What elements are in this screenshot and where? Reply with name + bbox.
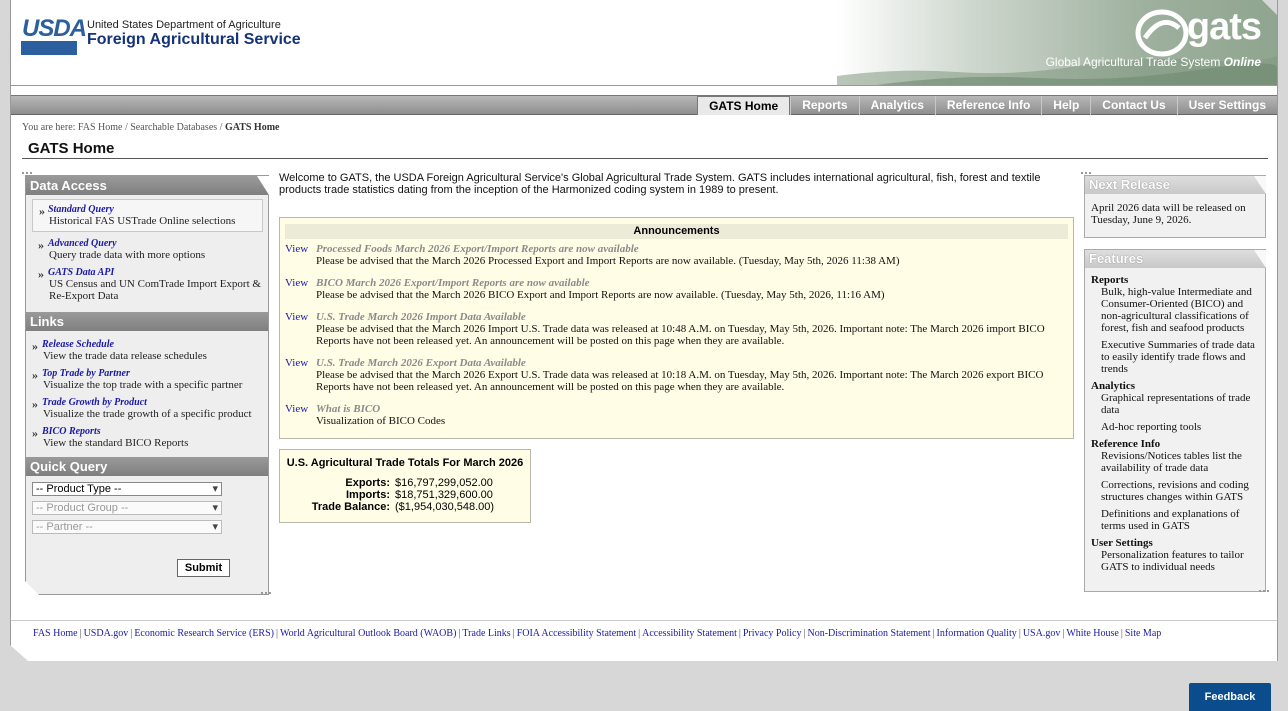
view-link[interactable]: View	[285, 311, 309, 323]
announcement-item	[285, 357, 1068, 393]
submit-button[interactable]: Submit	[177, 559, 230, 577]
announcement-title: Processed Foods March 2026 Export/Import Reports are now available	[316, 243, 639, 255]
feature-item: Definitions and explanations of terms used in GATS	[1101, 508, 1240, 532]
footer-link-privacy[interactable]: Privacy Policy	[742, 628, 802, 639]
footer-link-waob[interactable]: World Agricultural Outlook Board (WAOB)	[280, 628, 457, 639]
footer-links	[33, 628, 1263, 639]
feature-item: Corrections, revisions and coding structures changes within GATS	[1101, 479, 1249, 503]
list-item	[32, 426, 263, 449]
footer-separator: |	[130, 628, 133, 639]
announcement-title: What is BICO	[316, 403, 381, 415]
features-list	[1085, 268, 1265, 582]
footer-link-non-discrimination[interactable]: Non-Discrimination Statement	[807, 628, 931, 639]
gats-data-api-link[interactable]: GATS Data API	[48, 267, 115, 278]
view-link[interactable]: View	[285, 243, 309, 255]
gats-swirl-icon	[1135, 8, 1189, 58]
announcement-item	[285, 311, 1068, 347]
announcement-body: Please be advised that the March 2026 BICO Export and Import Reports are now available. (Tuesday, May 5th, 2026, 11:16 AM)	[316, 289, 885, 301]
imports-label: Imports:	[346, 489, 390, 501]
left-sidebar	[25, 175, 269, 595]
announcement-item	[285, 243, 1068, 267]
bullet-icon: »	[39, 204, 45, 218]
links-heading: Links	[26, 312, 268, 331]
trade-totals-panel	[279, 449, 531, 523]
footer-separator: |	[638, 628, 641, 639]
quick-query-form	[26, 476, 268, 534]
usda-logo[interactable]: USDA	[22, 15, 87, 42]
standard-query-desc: Historical FAS USTrade Online selections	[49, 215, 236, 227]
exports-label: Exports:	[345, 477, 390, 489]
footer-separator: |	[738, 628, 741, 639]
feature-item: Revisions/Notices tables list the availability of trade data	[1101, 450, 1242, 474]
footer-separator: |	[932, 628, 935, 639]
announcement-item	[285, 403, 1068, 427]
page-title: GATS Home	[22, 140, 1268, 159]
announcement-body: Please be advised that the March 2026 Import U.S. Trade data was released at 10:48 A.M. on Tuesday, May 5th, 2026. Important note: The March 2026 import BICO Reports have not been released yet. An announcement will be posted on this page when they are available.	[316, 323, 1045, 347]
footer-separator: |	[79, 628, 82, 639]
announcement-item	[285, 277, 1068, 301]
breadcrumb-databases[interactable]: Searchable Databases	[130, 122, 218, 133]
bico-reports-desc: View the standard BICO Reports	[43, 437, 189, 449]
footer-separator: |	[458, 628, 461, 639]
footer-link-foia[interactable]: FOIA Accessibility Statement	[516, 628, 637, 639]
top-trade-by-partner-link[interactable]: Top Trade by Partner	[42, 368, 130, 379]
feature-category-reference-info: Reference Info	[1091, 438, 1161, 450]
feature-item: Personalization features to tailor GATS to individual needs	[1101, 549, 1244, 573]
announcements-heading: Announcements	[285, 224, 1068, 239]
department-name: United States Department of Agriculture	[87, 19, 281, 31]
partner-select[interactable]: -- Partner -- ▾	[32, 520, 222, 534]
product-type-select[interactable]: -- Product Type -- ▾	[32, 482, 222, 496]
breadcrumb-fas-home[interactable]: FAS Home	[77, 122, 123, 133]
announcement-body: Visualization of BICO Codes	[316, 415, 446, 427]
data-access-heading: Data Access	[26, 176, 268, 195]
feature-category-user-settings: User Settings	[1091, 537, 1153, 549]
features-heading: Features	[1085, 250, 1265, 268]
bullet-icon: »	[32, 426, 38, 440]
feature-item: Executive Summaries of trade data to easily identify trade flows and trends	[1101, 339, 1255, 375]
announcement-body: Please be advised that the March 2026 Export U.S. Trade data was released at 10:18 A.M. on Tuesday, May 5th, 2026. Important note: The March 2026 export BICO Reports have not been released yet. An announcement will be posted on this page when they are available.	[316, 369, 1044, 393]
breadcrumb-separator: /	[124, 122, 128, 133]
release-schedule-link[interactable]: Release Schedule	[42, 339, 114, 350]
footer-separator: |	[512, 628, 515, 639]
breadcrumb-separator: /	[219, 122, 223, 133]
footer-link-ers[interactable]: Economic Research Service (ERS)	[134, 628, 274, 639]
breadcrumb-current: GATS Home	[224, 122, 280, 133]
next-release-text: April 2026 data will be released on Tuesday, June 9, 2026.	[1091, 202, 1246, 226]
footer-link-information-quality[interactable]: Information Quality	[936, 628, 1017, 639]
view-link[interactable]: View	[285, 277, 309, 289]
imports-value: $18,751,329,600.00	[395, 489, 493, 501]
footer-link-accessibility[interactable]: Accessibility Statement	[642, 628, 737, 639]
top-trade-by-partner-desc: Visualize the top trade with a specific partner	[43, 379, 243, 391]
footer-link-usda-gov[interactable]: USDA.gov	[83, 628, 129, 639]
view-link[interactable]: View	[285, 403, 309, 415]
balance-value: ($1,954,030,548.00)	[395, 501, 495, 513]
bullet-icon: »	[38, 267, 44, 281]
breadcrumb-prefix: You are here:	[22, 122, 76, 133]
announcement-title: U.S. Trade March 2026 Import Data Available	[316, 311, 526, 323]
footer-corner	[10, 645, 28, 661]
bullet-icon: »	[32, 339, 38, 353]
gats-logo[interactable]: gats	[1186, 6, 1261, 48]
nav-help[interactable]: Help	[1041, 96, 1090, 115]
gats-subtitle-emph: Online	[1223, 55, 1261, 69]
agency-name[interactable]: Foreign Agricultural Service	[87, 31, 301, 48]
trade-totals-heading: U.S. Agricultural Trade Totals For March 2026	[286, 457, 524, 469]
header-corner	[1262, 0, 1277, 16]
announcement-title: U.S. Trade March 2026 Export Data Available	[316, 357, 526, 369]
list-item	[32, 339, 263, 362]
next-release-heading: Next Release	[1085, 176, 1265, 194]
footer-separator: |	[1062, 628, 1065, 639]
nav-contact-us[interactable]: Contact Us	[1090, 96, 1176, 115]
bullet-icon: »	[32, 368, 38, 382]
site-header	[11, 0, 1277, 86]
bullet-icon: »	[32, 397, 38, 411]
advanced-query-link[interactable]: Advanced Query	[48, 238, 117, 249]
nav-reports[interactable]: Reports	[790, 96, 858, 115]
trade-growth-by-product-desc: Visualize the trade growth of a specific product	[43, 408, 252, 420]
gats-subtitle-prefix: Global Agricultural Trade System	[1045, 55, 1224, 69]
next-release-panel	[1084, 175, 1266, 238]
nav-user-settings[interactable]: User Settings	[1177, 96, 1277, 115]
feature-category-analytics: Analytics	[1091, 380, 1135, 392]
footer-link-trade-links[interactable]: Trade Links	[462, 628, 511, 639]
footer-separator: |	[276, 628, 279, 639]
view-link[interactable]: View	[285, 357, 309, 369]
trade-growth-by-product-link[interactable]: Trade Growth by Product	[42, 397, 147, 408]
list-item	[32, 368, 263, 391]
bullet-icon: »	[38, 238, 44, 252]
list-item	[32, 199, 263, 232]
feedback-button[interactable]: Feedback	[1189, 683, 1271, 711]
features-panel	[1084, 249, 1266, 592]
feature-category-reports: Reports	[1091, 274, 1129, 286]
main-nav	[697, 96, 1277, 115]
footer-divider	[11, 620, 1277, 621]
corner-dots	[1259, 590, 1269, 594]
standard-query-link[interactable]: Standard Query	[48, 204, 114, 215]
quick-query-heading: Quick Query	[26, 457, 268, 476]
footer-link-fas-home[interactable]: FAS Home	[33, 628, 78, 639]
announcement-title: BICO March 2026 Export/Import Reports are now available	[316, 277, 590, 289]
balance-label: Trade Balance:	[311, 501, 390, 513]
release-schedule-desc: View the trade data release schedules	[43, 350, 207, 362]
feature-item: Bulk, high-value Intermediate and Consumer-Oriented (BICO) and non-agricultural classifications of forest, fish and seafood products	[1101, 286, 1252, 334]
feature-item: Graphical representations of trade data	[1101, 392, 1251, 416]
sidebar-corner	[25, 581, 39, 595]
data-access-list	[26, 195, 268, 312]
welcome-text: Welcome to GATS, the USDA Foreign Agricultural Service's Global Agricultural Trade System. GATS includes international agricultural, fish, forest and textile products trade statistics dating from the inception of the Harmonized coding system in 1989 to present.	[279, 172, 1041, 196]
nav-bar	[11, 95, 1277, 115]
advanced-query-desc: Query trade data with more options	[49, 249, 206, 261]
footer-separator: |	[1120, 628, 1123, 639]
breadcrumb	[22, 122, 279, 133]
list-item	[32, 397, 263, 420]
footer-link-usa-gov[interactable]: USA.gov	[1022, 628, 1061, 639]
footer-link-white-house[interactable]: White House	[1066, 628, 1119, 639]
corner-dots	[261, 592, 271, 596]
bico-reports-link[interactable]: BICO Reports	[42, 426, 101, 437]
footer-link-site-map[interactable]: Site Map	[1124, 628, 1162, 639]
nav-gats-home[interactable]: GATS Home	[697, 96, 790, 115]
announcement-body: Please be advised that the March 2026 Processed Export and Import Reports are now available. (Tuesday, May 5th, 2026 11:38 AM)	[316, 255, 900, 267]
page-frame	[10, 0, 1278, 661]
links-list	[26, 331, 268, 457]
gats-data-api-desc: US Census and UN ComTrade Import Export & Re-Export Data	[49, 278, 261, 302]
gats-subtitle	[1046, 55, 1261, 69]
exports-value: $16,797,299,052.00	[395, 477, 493, 489]
list-item	[32, 267, 263, 302]
product-group-select[interactable]: -- Product Group -- ▾	[32, 501, 222, 515]
list-item	[32, 238, 263, 261]
footer-separator: |	[1018, 628, 1021, 639]
nav-reference-info[interactable]: Reference Info	[935, 96, 1041, 115]
feature-item: Ad-hoc reporting tools	[1101, 421, 1202, 433]
announcements-panel	[279, 217, 1074, 439]
footer-separator: |	[803, 628, 806, 639]
usda-logo-bar	[21, 41, 77, 55]
nav-analytics[interactable]: Analytics	[859, 96, 935, 115]
